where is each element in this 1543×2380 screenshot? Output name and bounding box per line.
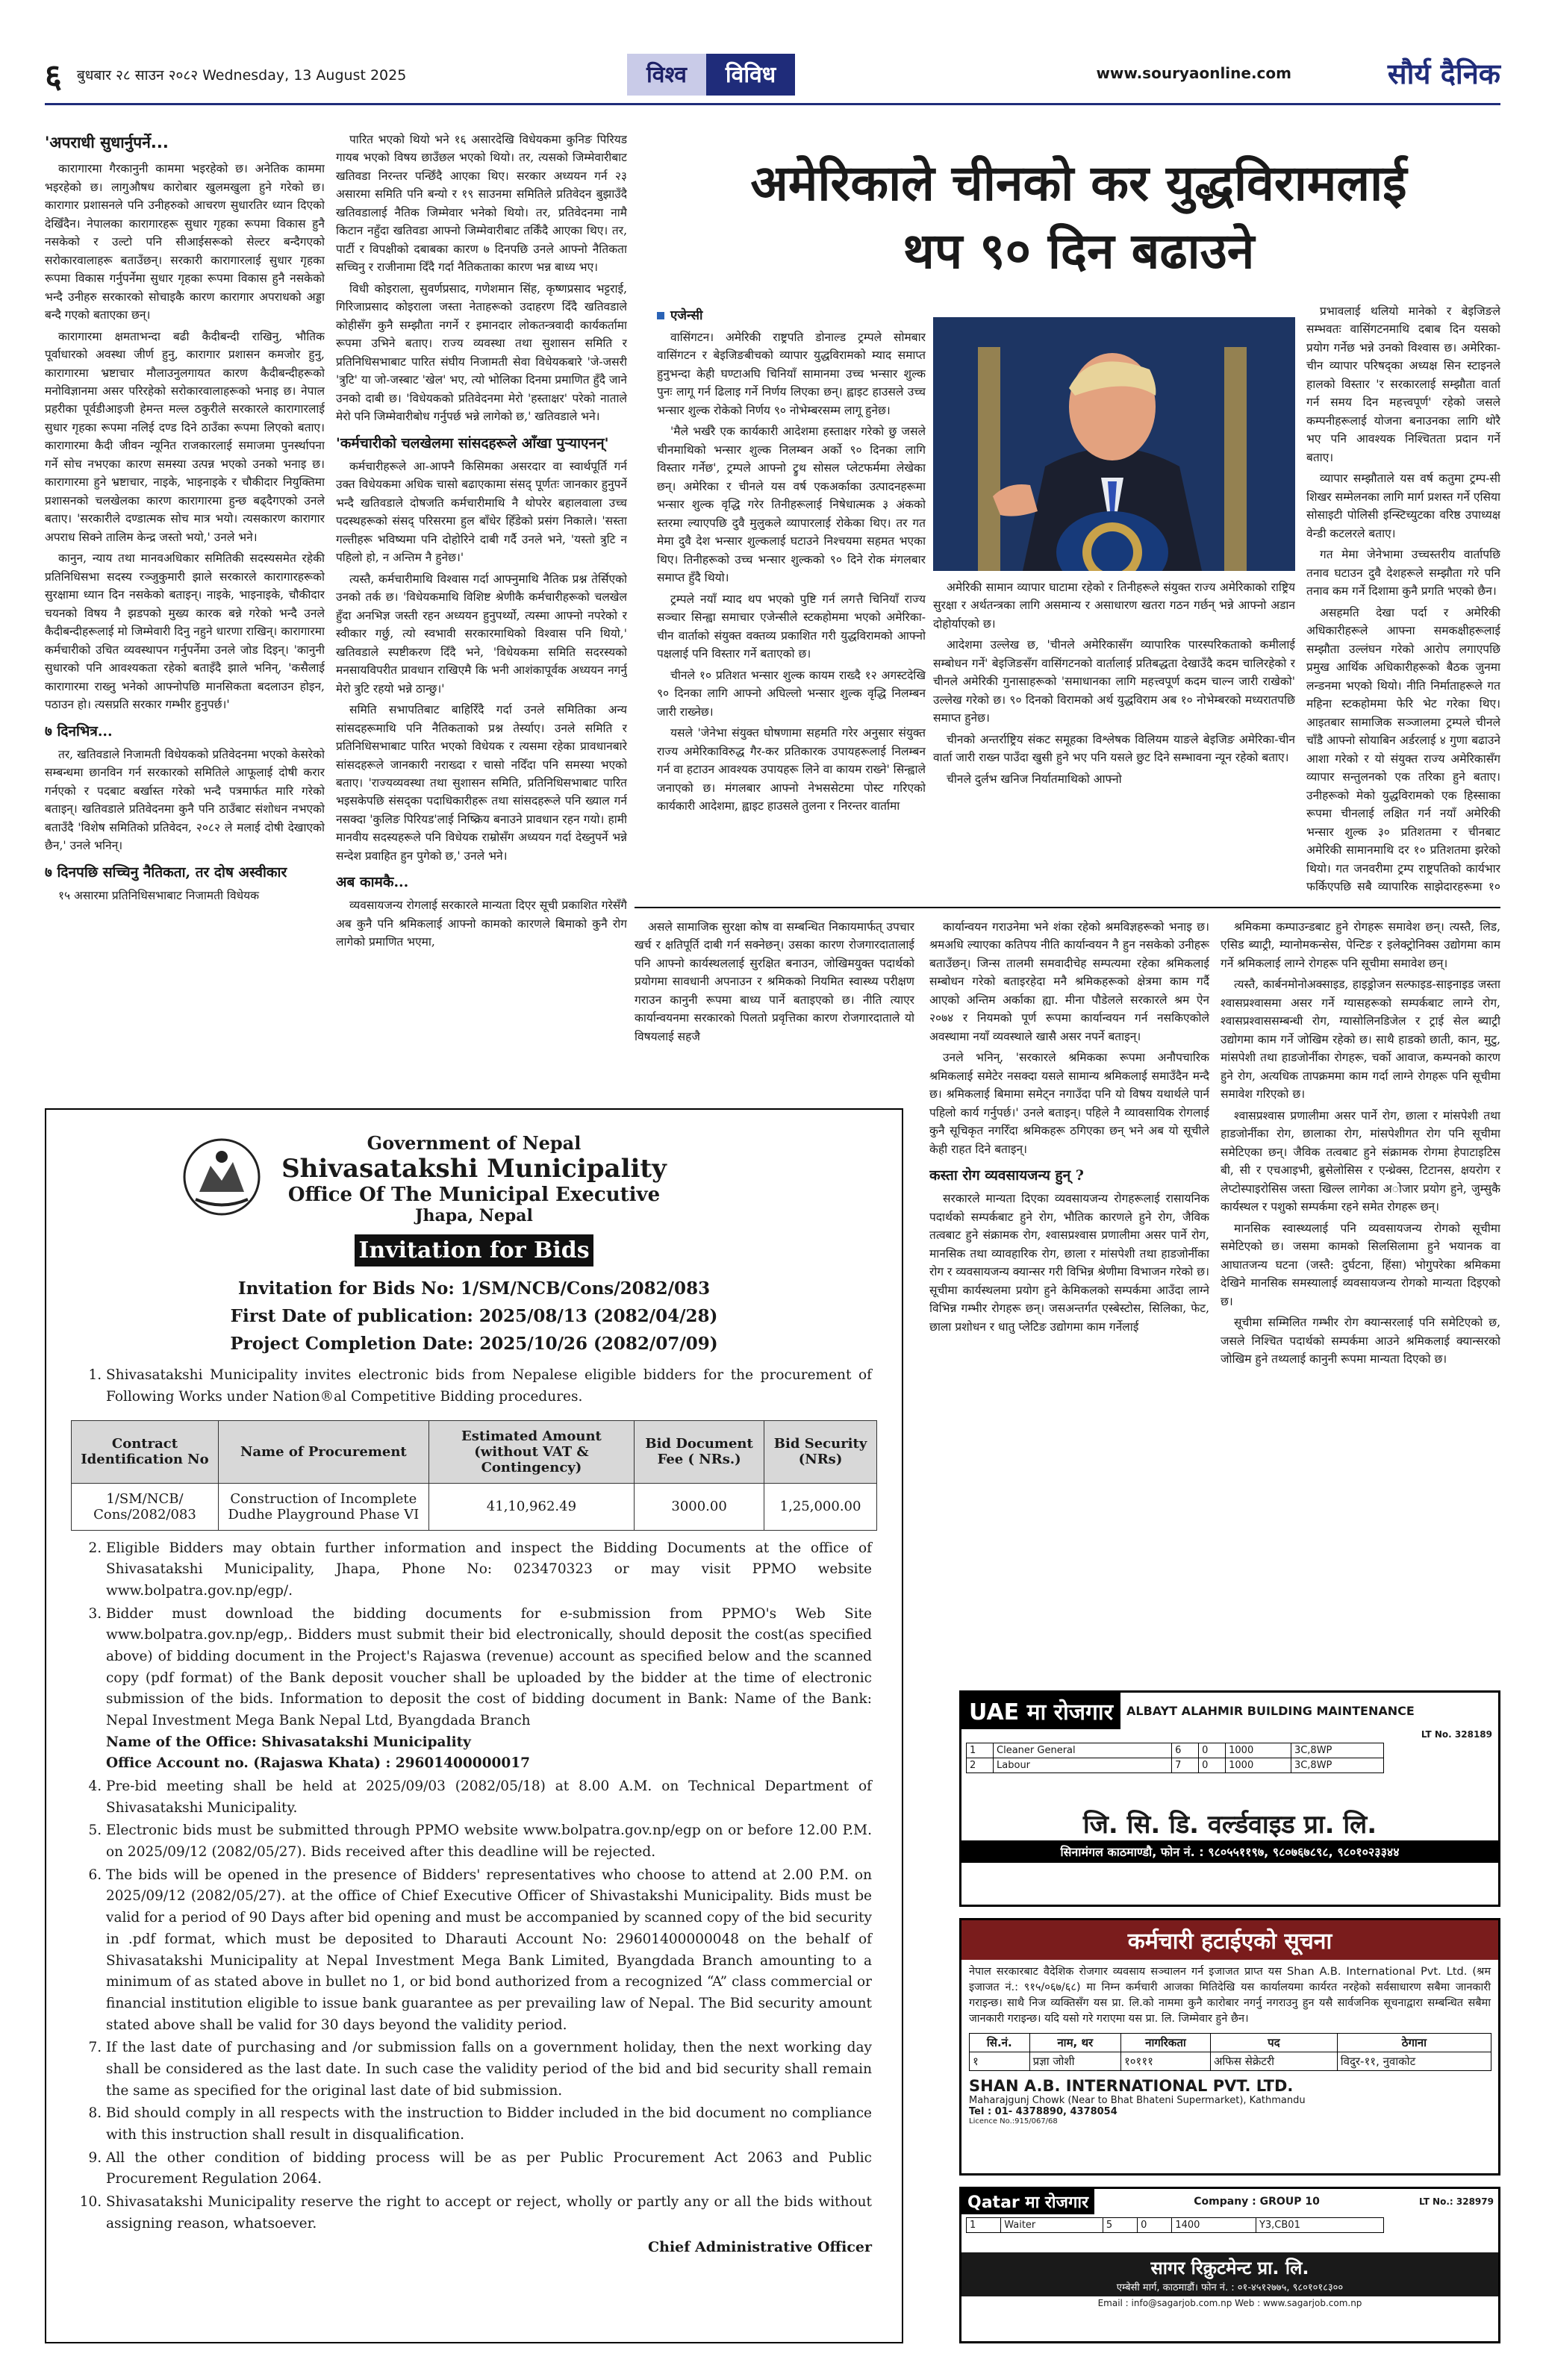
job-table	[966, 1743, 1384, 1773]
paragraph: अमेरिकी सामान व्यापार घाटामा रहेको र तिनीहरूले संयुक्त राज्य अमेरिकाको राष्ट्रिय सुरक्षा र अर्थतन्त्रका लागि असमान्य र असाधारण खतरा गठन गर्छन् भन्ने आफ्नो अडान दोहोर्याएको छ।	[933, 581, 1295, 631]
office-name-line: Name of the Office: Shivasatakshi Municipality	[106, 1734, 471, 1750]
headline-line2: थप ९० दिन बढाउने	[903, 222, 1255, 281]
left-article-col2	[336, 131, 627, 1097]
left-article-col1	[45, 131, 325, 1097]
header-rule	[45, 103, 1500, 105]
mid-article-col-f	[1221, 918, 1500, 1679]
paragraph: विधी कोइराला, सुवर्णप्रसाद, गणेशमान सिंह, कृष्णप्रसाद भट्टराई, गिरिजाप्रसाद कोइराला जस्ता नेताहरूको उदाहरण दिँदै खतिवडाले कोहीसँग कुनै सम्झौता नगर्ने र इमानदार लोकतन्त्रवादी कार्यकर्तामा रूपमा उभिने बताए। राज्य व्यवस्था तथा सुशासन समिति र प्रतिनिधिसभाबाट पारित संघीय निजामती सेवा विधेयकबारे 'जे-जसरी 'त्रुटि' या जो-जस्बाट 'खेल' भए, त्यो भोलिका दिनमा प्रमाणित हुँदै जाने उनको दाबी छ। 'विधेयकको प्रतिवेदनमा मेरो 'हस्ताक्षर' परेको नाताले मेरो पनि जिम्मेवारीबोध गर्नुपर्छ भन्ने लागेको छ,' खतिवडाले भने।	[336, 281, 627, 424]
paragraph: कार्यान्वयन गराउनेमा भने शंका रहेको श्रमविज्ञहरूको भनाइ छ। श्रमअधि ल्याएका कतिपय नीति कार्यान्वयन नै हुन नसकेको उनीहरू बताउँछन्। जिन्स तालमी समवादीचेह सम्पत्यमा रहेका श्रमिकलाई सम्बोधन गरेको बताइरहेदा मनै श्रमिकहरूको क्षेत्रमा काम गर्दै आएको अन्तिम अर्काका ह्या. मीना पौडेलले सरकारले श्रम ऐन २०७४ र नियमको पूर्ण रूपमा कार्यान्वयन गर्न नसकिएकोले अवस्थामा नयाँ व्यवस्थाले खासै असर नपर्ने बताइन्।	[929, 920, 1209, 1043]
table-header: Bid Document Fee ( NRs.)	[635, 1420, 764, 1483]
main-headline	[657, 149, 1500, 285]
notice-items	[46, 1365, 902, 1408]
notice-body: नेपाल सरकारबाट वैदेशिक रोजगार व्यवसाय सञ्चालन गर्न इजाजत प्राप्त यस Shan A.B. International Pvt. Ltd. (श्रम इजाजत नं.: ९१५/०६७/६८) मा निम्न कर्मचारी आजका मितिदेखि यस कार्यालयमा कार्यरत नरहेको सर्वसाधारण सबैमा जानकारी गराइन्छ। साथै निज व्यक्तिसँग यस प्रा. लि.को नाममा कुनै कारोबार नगर्नु नगराउनु हुन यसै सार्वजनिक सूचनाद्वारा सम्बन्धित सबैमा जानकारी गराइन्छ। यदि यसो गरे गराएमा यस प्रा. लि. जिम्मेवार हुने छैन।	[969, 1966, 1491, 2026]
publication-date: First Date of publication: 2025/08/13 (2082/04/28)	[230, 1305, 718, 1326]
tab-world[interactable]: विश्व	[627, 54, 706, 96]
table-header: Estimated Amount (without VAT & Contingency)	[428, 1420, 634, 1483]
paragraph: चीनको अन्तर्राष्ट्रिय संकट समूहका विश्लेषक विलियम याङले बेइजिङ अमेरिका-चीन वार्ता जारी राख्न पाउँदा खुसी हुने भए पनि यसले छुट दिने सम्भावना न्यून रहेको बताए।	[933, 732, 1295, 765]
section-divider	[635, 907, 1500, 908]
agency-web: Email : info@sagarjob.com.np Web : www.sagarjob.com.np	[1097, 2298, 1362, 2308]
table-row	[72, 1483, 877, 1530]
notice-title: कर्मचारी हटाईएको सूचना	[961, 1920, 1498, 1960]
main-article-col-b	[933, 578, 1295, 896]
paragraph: गत मेमा जेनेभामा उच्चस्तरीय वार्तापछि तनाव घटाउन दुवै देशहरूले सम्झौता गरे पनि तनाव कम गर्ने दिशामा कुनै प्रगति भएको छैन।	[1306, 548, 1500, 599]
paragraph: कर्मचारीहरूले आ-आफ्नै किसिमका असरदार वा स्वार्थपूर्ति गर्न उक्त विधेयकमा अधिक चासो बढाएकामा संसद् पूर्णतः जानकार हुनुपर्ने भन्दै खतिवडाले दोषजति कर्मचारीमाथि नै थोपरेर बहालवाला उच्च पदस्थहरूको संसद् परिसरमा हुल बाँधेर हिँडेको प्रसंग निकाले। 'सस्ता गल्तीहरू भविष्यमा पनि दोहोरिने दाबी गर्दै उनले भने, 'यस्तो त्रुटि न पहिलो हो, न अन्तिम नै हुनेछ।'	[336, 459, 627, 565]
headline-line1: अमेरिकाले चीनको कर युद्धविरामलाई	[750, 154, 1407, 212]
table-header: Contract Identification No	[72, 1420, 219, 1483]
paragraph: असहमति देखा पर्दा र अमेरिकी अधिकारीहरूले आफ्ना समकक्षीहरूलाई सम्झौता उल्लंघन गरेको आरोप लगाएपछि प्रमुख आर्थिक अधिकारीहरूको बैठक जुनमा लन्डनमा भएको थियो। नीति निर्माताहरूले गत महिना स्टकहोममा फेरि भेट गरेका थिए। आइतबार सामाजिक सञ्जालमा ट्रम्पले चीनले चाँडै आफ्नो सोयाबिन अर्डरलाई ४ गुणा बढाउने आशा गरेको र यो संयुक्त राज्य अमेरिकासँग व्यापार सन्तुलनको एक तरिका हुने बताए। उनीहरूको मेको युद्धविरामको एक हिस्साका रूपमा चीनलाई लक्षित गर्न नयाँ अमेरिकी भन्सार शुल्क ३० प्रतिशतमा र चीनबाट अमेरिकी सामानमाथि दर १० प्रतिशतमा झरेको थियो। गत जनवरीमा ट्रम्प राष्ट्रपतिको कार्यभार फर्किएपछि सबै व्यापारिक साझेदारहरूमा १०	[1306, 605, 1500, 894]
paragraph: मानसिक स्वास्थ्यलाई पनि व्यवसायजन्य रोगको सूचीमा समेटिएको छ। जसमा कामको सिलसिलामा हुने भयानक वा आघातजन्य घटना (जस्तै: दुर्घटना, हिंसा) भोगुपरेका श्रमिकमा देखिने मानसिक समस्यालाई व्यवसायजन्य रोगको मान्यता दिइएको छ।	[1221, 1221, 1500, 1308]
signature: Chief Administrative Officer	[648, 2239, 872, 2256]
paragraph: पारित भएको थियो भने १६ असारदेखि विधेयकमा कुनिङ पिरियड गायब भएको विषय छाउँछल भएको थियो। तर, त्यसको जिम्मेवारीबाट खतिवडा निरन्तर पन्छिँदै आएका थिए। सरकार अध्ययन गर्न २३ असारमा समिति पनि बन्यो र १९ साउनमा समितिले प्रतिवेदन बुझाउँदै खतिवडालाई नैतिक जिम्मेवार भनेको थियो। तर, प्रतिवेदनमा नामै किटान नहुँदा खतिवडा आफ्नो जिम्मेवारीबाट तर्किँदै आएका थिए। तर, पार्टी र विपक्षीको दबाबका कारण ७ दिनपछि उनले आफ्नो नैतिकता सच्चिनु र राजीनामा दिँदै गर्दा नैतिकताका कारण भन्न बाध्य भए।	[336, 133, 627, 275]
location: Jhapa, Nepal	[415, 1206, 533, 1225]
agency-name: जि. सि. डि. वर्ल्डवाइड प्रा. लि.	[1082, 1810, 1377, 1840]
paragraph: चीनले १० प्रतिशत भन्सार शुल्क कायम राख्दै १२ अगस्टदेखि ९० दिनका लागि आफ्नो अघिल्लो भन्सार शुल्क वृद्धि निलम्बन जारी राख्नेछ।	[657, 668, 926, 719]
main-article-col-a	[657, 328, 926, 896]
paragraph: 'मैले भर्खरै एक कार्यकारी आदेशमा हस्ताक्षर गरेको छु जसले चीनमाथिको भन्सार शुल्क निलम्बन अर्को ९० दिनका लागि विस्तार गर्नेछ', ट्रम्पले आफ्नो ट्रुथ सोसल प्लेटफर्ममा लेखेका छन्। अमेरिका र चीनले यस वर्ष एकअर्काका उत्पादनहरूमा भन्सार शुल्क वृद्धि गरेर तिनीहरूलाई निषेधात्मक ३ अंकको स्तरमा ल्याएपछि दुवै मुलुकले व्यापारलाई रोकेका थिए। तर गत मेमा दुवै देश भन्सार शुल्कलाई घटाउने निश्चयमा सहमत भएका थिए। तिनीहरूको उच्च भन्सार शुल्कको ९० दिने रोक मंगलबार समाप्त हुँदै थियो।	[657, 425, 926, 585]
notice-items-cont	[46, 1538, 902, 2235]
table-row: 1 Cleaner General 6 0 1000 3C,8WP	[967, 1743, 1384, 1758]
page-header	[45, 52, 1500, 97]
list-item: 6. The bids will be opened in the presence of Bidders' representatives who choose to attend at 2.00 P.M. on 2025/09/12 (2082/05/27). at the office of Chief Executive Officer of Shivastakshi Municipality. Bids must be valid for a period of 90 Days after bid opening and must be accompanied by scanned copy of the bid security in .pdf format, which must be deposited to Dharauti Account No: 29601400000048 on the behalf of Shivasatakshi Municipality at Nepal Investment Mega Bank Limited, Byangdada Branch amounting to a minimum of as stated above in bullet no 1, or bid bond authorized from a recognized “A” class commercial or financial institution eligible to issue bank guarantee as per prevailing law of Nepal. The Bid security amount stated above shall be valid for 30 days beyond the validity period.	[106, 1865, 872, 2036]
portrait-image	[933, 317, 1295, 571]
ad-label: Qatar मा रोजगार	[961, 2189, 1094, 2214]
table-cell: 1,25,000.00	[764, 1483, 877, 1530]
paragraph: उनले भनिन्, 'सरकारले श्रमिकका रूपमा अनौपचारिक श्रमिकलाई समेटेर नसक्दा यसले सामान्य श्रमिकलाई समाउँदैन मन्दै छ। श्रमिकलाई बिमामा समेट्न नगाउँदा पनि यो विषय यथार्थले पार्न पहिलो कार्य गर्नुपर्छ।' उनले बताइन्। पहिले नै व्यावसायिक रोगलाई कुनै सूचिकृत नगरिँदा श्रमिकहरू ठगिएका छन् भने अब यो सूचीले केही राहत दिने बताइन्।	[929, 1051, 1209, 1156]
list-item: 3. Bidder must download the bidding documents for e-submission from PPMO's Web Site www.bolpatra.gov.np/egp,. Bidders must submit their bid electronically, should deposit the cost(as specified above) of bidding document in the Project's Rajaswa (revenue) account as specified below and the scanned copy (pdf format) of the Bank deposit voucher shall be uploaded by the bidder at the time of electronic submission of the bids. Information to deposit the cost of bidding document in Bank: Name of the Bank: Nepal Investment Mega Bank Nepal Ltd, Byangdada Branch Name of the Office: Shivasatakshi Municipality Office Account no. (Rajaswa Khata) : 29601400000017	[106, 1604, 872, 1775]
table-cell: 41,10,962.49	[428, 1483, 634, 1530]
lt-number: LT No. 328189	[1421, 1729, 1492, 1740]
office-name: Office Of The Municipal Executive	[287, 1184, 661, 1206]
paragraph: कारागारमा गैरकानुनी काममा भइरहेको छ। अनेतिक काममा भइरहेको छ। लागुऔषध कारोबार खुलमखुला हुने गरेको छ। कारागार प्रशासनले पनि उनीहरुको आचरण सुधारतिर ध्यान दिएको देखिँदैन। नेपालका कारागारहरू सुधार गृहका रूपमा विकास हुनै नसकेको र उल्टो पनि सीआईसरूको सेल्टर बन्दैगएको सरोकारवालाहरू बताउँछन्। सरकारी कारागारलाई सुधार गृहका रूपमा विकास गर्नुपर्नेमा सुधार गृहका रूपमा विकास हुनै नसकेको भन्दै उनीहरु सरकारको सोचाइकै कारण कारागार अपराधको अड्डा बन्दै गएको बताएका छन्।	[45, 162, 325, 322]
subheading: 'कर्मचारीको चलखेलमा सांसदहरूले आँखा पुऱ्याएनन्'	[336, 434, 609, 452]
list-item: 10. Shivasatakshi Municipality reserve the right to accept or reject, wholly or partly any or all the bids without assigning reason, whatsoever.	[106, 2192, 872, 2234]
office-account-line: Office Account no. (Rajaswa Khata) : 29601400000017	[106, 1755, 530, 1772]
paragraph: समिति सभापतिबाट बाहिरिँदै गर्दा उनले समितिका अन्य सांसदहरूमाथि पनि नैतिकताको प्रश्न तेर्स्याए। उनले समिति र प्रतिनिधिसभाबाट पारित भएको विधेयक र त्यसमा रहेका प्रावधानबारे सांसदहरूले जानकारी नराख्दा र चासो नदिँदा पनि समस्या भएको बताए। 'राज्यव्यवस्था तथा सुशासन समिति, प्रतिनिधिसभाबाट पारित भइसकेपछि संसद्का पदाधिकारीहरू तथा सांसदहरूले पनि ख्याल गर्न नसक्दा 'कुलिङ पिरियड'लाई निष्क्रिय बनाउने प्रावधान रहन गयो। हामी मानवीय सदस्यहरूले पनि विधेयक राम्रोसँग अध्ययन गर्दा देख्नुपर्ने भन्ने सन्देश प्रवाहित हुन पुगेको छ,' उनले भने।	[336, 703, 627, 863]
paragraph: कानुन, न्याय तथा मानवअधिकार समितिकी सदस्यसमेत रहेकी प्रतिनिधिसभा सदस्य रञ्जुकुमारी झाले सरकारले कारागारहरूको सुरक्षामा ध्यान दिन नसकेको बताइन्। नाइके, भाइनाइके, चौकीदार चयनको विषय नै झडपको मुख्य कारक बन्ने गरेको भन्दै उनले कैदीबन्दीहरूलाई मो जिम्मेवारी दिनु नहुने धारणा राखिन्। कारागारमा कर्मचारीको उचित व्यवस्थापन गर्नुपर्नेमा उनले जोड दिइन्। 'कानुनी सुधारको पनि आवश्यकता रहेको बताइँदै झाले भनिन्, 'कसैलाई कारागारमा राख्नु भनेको आफ्नोपछि मानसिकता बदलाउन होइन, पठाउन हो। त्यसप्रति सरकार गम्भीर हुनुपर्छ।'	[45, 552, 325, 712]
company-tel: Tel : 01- 4378890, 4378054	[969, 2106, 1117, 2118]
company-name: ALBAYT ALAHMIR BUILDING MAINTENANCE	[1126, 1704, 1415, 1718]
list-item: 5. Electronic bids must be submitted through PPMO website www.bolpatra.gov.np/egp on or before 12.00 P.M. on 2025/09/12 (2082/05/27). Bids received after this deadline will be rejected.	[106, 1820, 872, 1863]
paragraph: तर, खतिवडाले निजामती विधेयकको प्रतिवेदनमा भएको केसरेको सम्बन्धमा छानविन गर्न सरकारको समितिले आफूलाई दोषी करार गर्नएको र पदबाट बर्खास्त गरेको भन्दै पत्रमार्फत मारि गरेको बताइन्। खतिवडाले प्रतिवेदनमा कुनै पनि ठाउँबाट संशोधन नभएको बताउँदै 'विशेष समितिको प्रतिवेदन, २०८२ ले मलाई दोषी देखाएको छैन,' उनले भनिन्।	[45, 747, 325, 853]
brand-logo: सौर्य दैनिक	[1387, 57, 1500, 90]
table-row: 2 Labour 7 0 1000 3C,8WP	[967, 1758, 1384, 1773]
bid-table	[71, 1420, 877, 1531]
subheading: ७ दिनभित्र...	[45, 722, 113, 740]
paragraph: ट्रम्पले नयाँ म्याद थप भएको पुष्टि गर्न लगत्तै चिनियाँ राज्य सञ्चार सिन्ह्वा समाचार एजेन्सीले स्टकहोममा भएको अमेरिका-चीन वार्ताको संयुक्त वक्तव्य प्रकाशित गरी युद्धविरामको आफ्नो पक्षलाई पनि विस्तार गर्ने बताएको छ।	[657, 592, 926, 661]
bid-number: Invitation for Bids No: 1/SM/NCB/Cons/2082/083	[237, 1278, 711, 1299]
subheading: ७ दिनपछि सच्चिनु नैतिकता, तर दोष अस्वीकार	[45, 863, 287, 881]
paragraph: व्यापार सम्झौताले यस वर्ष कतुमा ट्रम्प-सी शिखर सम्मेलनका लागि मार्ग प्रशस्त गर्ने एसिया सोसाइटी पोलिसी इन्स्टिच्युटका वरिष्ठ उपाध्यक्ष वेन्डी कटलरले बताए।	[1306, 472, 1500, 540]
table-row: १ प्रज्ञा जोशी १०१११ अफिस सेक्रेटरी विदुर-११, नुवाकोट	[970, 2052, 1491, 2071]
list-item: 2. Eligible Bidders may obtain further information and inspect the Bidding Documents at the office of Shivasatakshi Municipality, Jhapa, Phone No: 023470323 or may visit PPMO website www.bolpatra.gov.np/egp/.	[106, 1538, 872, 1602]
table-header: Name of Procurement	[218, 1420, 428, 1483]
paragraph: १५ असारमा प्रतिनिधिसभाबाट निजामती विधेयक	[58, 888, 259, 902]
table-cell: 1/SM/NCB/ Cons/2082/083	[72, 1483, 219, 1530]
main-article-col-c	[1306, 302, 1500, 896]
notice-title: Invitation for Bids	[355, 1234, 593, 1266]
paragraph: असले सामाजिक सुरक्षा कोष वा सम्बन्धित निकायमार्फत् उपचार खर्च र क्षतिपूर्ति दाबी गर्न सक्नेछन्। उसका कारण रोजगारदातालाई पनि आफ्नो कार्यस्थललाई सुरक्षित बनाउन, जोखिमयुक्त पदार्थको प्रयोगमा सावधानी अपनाउन र श्रमिकको नियमित स्वास्थ्य परीक्षण गराउन कानुनी रूपमा बाध्य पार्ने बताइएको छ। नीति त्याएर कार्यान्वयनमा सरकारको पिलतो प्रवृत्तिका कारण रोजगारदाताले यो विषयलाई सहजै	[635, 920, 914, 1043]
byline: एजेन्सी	[657, 306, 702, 323]
licence-number: Licence No.:915/067/68	[969, 2117, 1058, 2126]
subheading: कस्ता रोग व्यवसायजन्य हुन् ?	[929, 1167, 1084, 1184]
trump-photo	[933, 317, 1295, 571]
job-table	[966, 2217, 1384, 2233]
company-name: Company : GROUP 10	[1194, 2196, 1320, 2208]
company-address: Maharajgunj Chowk (Near to Bhat Bhateni Supermarket), Kathmandu	[969, 2095, 1306, 2107]
paragraph: श्रमिकमा कम्पाउन्डबाट हुने रोगहरू समावेश छन्। त्यस्तै, लिड, एसिड ब्याट्री, म्यानोमकन्सेस, पेन्टिङ र इलेक्ट्रोनिक्स उद्योगमा काम गर्ने श्रमिकलाई लाग्ने रोगहरू पनि सूचीमा समावेश छन्।	[1221, 920, 1500, 970]
subheading: अब कामकै...	[336, 874, 409, 891]
table-cell: 3000.00	[635, 1483, 764, 1530]
paragraph: वासिंगटन। अमेरिकी राष्ट्रपति डोनाल्ड ट्रम्पले सोमबार वासिंगटन र बेइजिङबीचको व्यापार युद्धविरामको म्याद समाप्त हुनुभन्दा केही घण्टाअघि चिनियाँ सामानमा उच्च भन्सार शुल्क पुनः लागू गर्न ढिलाइ गर्ने निर्णय लिएका छन्। ह्वाइट हाउसले उच्च भन्सार शुल्क रोकेको निर्णय ९० नोभेम्बरसम्म लागू हुनेछ।	[657, 331, 926, 417]
page-number: ६	[45, 57, 62, 96]
paragraph: यसले 'जेनेभा संयुक्त घोषणामा सहमति गरेर अनुसार संयुक्त राज्य अमेरिकाविरुद्ध गैर-कर प्रतिकारक उपायहरूलाई निलम्बन गर्न वा हटाउन आवश्यक उपायहरू लिने वा कायम राख्ने' सिन्ह्वाले जनाएको छ। मंगलबार आफ्नो नेभससेटमा पोस्ट गरिएको कार्यकारी आदेशमा, ह्वाइट हाउसले तुलना र निरन्तर वार्तामा	[657, 726, 926, 813]
paragraph: कारागारमा क्षमताभन्दा बढी कैदीबन्दी राखिनु, भौतिक पूर्वाधारको अवस्था जीर्ण हुनु, कारागार प्रशासन कमजोर हुनु, कारागारमा भ्रष्टाचार मौलाउनुलगायत कारण कैदीबन्दीहरूको मनोविज्ञानमा असर परिरहेको सरोकारवालाहरूको भनाइ छ। नेपाल प्रहरीका पूर्वडीआइजी हेमन्त मल्ल ठकुरीले सरकारले कारागारलाई सुधार गृहका रूपमा नलिई दण्ड दिने ठाउँका रूपमा लिएको बताए। कारागारमा कैदी जीवन न्यूनित राजकारलाई समाजमा पुनर्स्थापना गर्ने सोच नभएका कारण समस्या उत्पन्न भएको उनको भनाइ छ। कारागारमा हुने भ्रष्टाचार, नाइके, भाइनाइके र चौकीदार नियुक्तिमा प्रशासनको चलखेलका कारण कारागारमा हुन्छ बढ्दैगएको उनले बताए। 'सरकारीले दण्डात्मक सोच मात्र भयो। त्यसकारण कारागार अपराध सिक्ने तालिम केन्द्र जस्तो भयो,' उनले भने।	[45, 329, 325, 544]
agency-contact: एम्बेसी मार्ग, काठमाडौं। फोन नं. : ०१-४५१२७७५, ९८०१०१८३००	[1116, 2282, 1344, 2293]
section-tabs	[627, 54, 795, 96]
paragraph: श्वासप्रश्वास प्रणालीमा असर पार्ने रोग, छाला र मांसपेशी तथा हाडजोर्नीका रोग, छालाका रोग, मांसपेशीगत रोग पनि सूचीमा समेटिएका छन्। जैविक तत्वबाट हुने संक्रामक रोगमा हेपाटाइटिस बी, सी र एचआइभी, ब्रुसेलोसिस र एन्थ्रेक्स, टिटानस, क्षयरोग र लेप्टोस्पाइरोसिस जस्ता खिल्ल लागेका अोजार प्रयोग हुने, जुम्सुकै कार्यस्थल र पशुको सम्पर्कमा रहने समेत रोगहरू छन्।	[1221, 1108, 1500, 1214]
company-name: SHAN A.B. INTERNATIONAL PVT. LTD.	[969, 2077, 1294, 2096]
paragraph: त्यस्तै, कर्मचारीमाथि विश्वास गर्दा आफ्नुमाथि नैतिक प्रश्न तेर्सिएको उनको तर्क छ। 'विधेयकमाथि विशिष्ट श्रेणीकै कर्मचारीहरूको चलखेल हुँदा अनभिज्ञ जस्ती रहन अध्ययन हुनुपर्थ्यो, त्यस्मा आफ्नो नपरेको र स्वीकार गर्छु, त्यो स्वभावी सरकारमाथिको विश्वास पनि थियो,' खतिवडाले स्पष्टीकरण दिँदै भने, 'विधेयकमा समिति सदरस्यको मनसायविपरीत प्रावधान राखिएमै कि भनी आशंकापूर्वक अध्ययन नगर्नु मेरो त्रुटि रहयो भन्ने ठान्छु।'	[336, 572, 627, 696]
nepal-emblem-icon	[181, 1136, 263, 1218]
list-item: 8. Bid should comply in all respects with the instruction to Bidder included in the bid document no compliance with this instruction shall result in disqualification.	[106, 2103, 872, 2146]
table-cell: Construction of Incomplete Dudhe Playground Phase VI	[218, 1483, 428, 1530]
completion-date: Project Completion Date: 2025/10/26 (2082/07/09)	[230, 1333, 718, 1354]
paragraph: सूचीमा सम्मिलित गम्भीर रोग क्यान्सरलाई पनि समेटिएको छ, जसले निश्चित पदार्थको सम्पर्कमा आउने श्रमिकलाई क्यान्सरको जोखिम हुने तथ्यलाई कानुनी रूपमा मान्यता दिएको छ।	[1221, 1316, 1500, 1367]
paragraph: आदेशमा उल्लेख छ, 'चीनले अमेरिकासँग व्यापारिक पारस्परिकताको कमीलाई सम्बोधन गर्ने' बेइजिङसँग वासिंगटनको वार्तालाई प्रतिबद्धता देखाउँदै कदम चालिरहेको र चीनले अमेरिकी गुनासाहरूको 'समाधानका लागि महत्त्वपूर्ण कदम चाल्न जारी राखेको' उल्लेख गरेको छ। ९० दिनको विरामको अर्थ युद्धविराम अब १० नोभेम्बरको मध्यरातपछि समाप्त हुनेछ।	[933, 638, 1295, 725]
issue-date: बुधबार २८ साउन २०८२ Wednesday, 13 August 2025	[76, 67, 407, 84]
mid-article-col-e	[929, 918, 1209, 1679]
lt-number: LT No.: 328979	[1419, 2196, 1494, 2207]
agency-name: सागर रिक्रुटमेन्ट प्रा. लि.	[1150, 2258, 1309, 2279]
list-item: 9. All the other condition of bidding process will be as per Public Procurement Act 2063 and Public Procurement Regulation 2064.	[106, 2148, 872, 2190]
paragraph: व्यवसायजन्य रोगलाई सरकारले मान्यता दिएर सूची प्रकाशित गरेसँगै अब कुनै पनि श्रमिकलाई आफ्नो कामको कारणले बिमाको कुनै रोग लागेको प्रमाणित भएमा,	[336, 899, 627, 949]
agency-contact: सिनामंगल काठमाण्डौ, फोन नं. : ९८०५५११९७, ९८०७६७८९८, ९८०१०२३३४४	[961, 1840, 1498, 1863]
website-link[interactable]: www.souryaonline.com	[1096, 64, 1291, 82]
tab-misc[interactable]: विविध	[706, 54, 795, 96]
paragraph: त्यस्तै, कार्बनमोनोअक्साइड, हाइड्रोजन सल्फाइड-साइनाइड जस्ता श्वासप्रश्वासमा असर गर्ने ग्यासहरूको सम्पर्कबाट लाग्ने रोग, श्वासप्रश्वाससम्बन्धी रोग, ग्यासोलिनडिजेल र ट्राई सेल ब्याट्री उद्योगमा काम गर्ने जोखिम रहेको छ। साथै हाडको छाती, कान, मुटु, मांसपेशी तथा हाडजोर्नीका रोगहरू, चर्को आवाज, कम्पनको कारण हुने रोग, अत्यधिक तापक्रममा काम गर्दा लाग्ने रोगहरू पनि सूचीमा समावेश गरिएको छ।	[1221, 978, 1500, 1102]
article-title: 'अपराधी सुधार्नुपर्ने...	[45, 134, 169, 152]
paragraph: चीनले दुर्लभ खनिज निर्यातमाथिको आफ्नो	[947, 772, 1122, 786]
paragraph: सरकारले मान्यता दिएका व्यवसायजन्य रोगहरूलाई रासायनिक पदार्थको सम्पर्कबाट हुने रोग, भौतिक कारणले हुने रोग, जैविक तत्वबाट हुने संक्रामक रोग, श्वासप्रश्वास प्रणालीमा असर पार्ने रोग, मानसिक तथा व्यावहारिक रोग, छाला र मांसपेशी तथा हाडजोर्नीका रोग र व्यवसायजन्य क्यान्सर गरी विभिन्न श्रेणीमा विभाजन गरेको छ। सूचीमा कार्यस्थलमा प्रयोग हुने केमिकलको सम्पर्कमा आउँदा लाग्ने विभिन्न गम्भीर रोगहरू छन्। जसअन्तर्गत एस्बेस्टोस, सिलिका, फेट, छाला प्रशोधन र धातु प्लेटिङ उद्योगमा काम गर्नेलाई	[929, 1192, 1209, 1334]
paragraph: प्रभावलाई थलियो मानेको र बेइजिङले सम्भवतः वासिंगटनमाथि दबाब दिन यसको प्रयोग गर्नेछ भन्ने उनको विश्वास छ। अमेरिका-चीन व्यापार परिषद्का अध्यक्ष सिन स्टाइनले हालको विस्तार 'र सरकारलाई सम्झौता वार्ता गर्न समय दिन महत्त्वपूर्ण' रहेको जसले कम्पनीहरूलाई योजना बनाउनका लागि थोरै भए पनि आवश्यक निश्चितता प्रदान गर्ने बताए।	[1306, 304, 1500, 464]
municipality-name: Shivasatakshi Municipality	[281, 1154, 667, 1184]
bullet-icon	[657, 312, 664, 319]
mid-article-col-d	[635, 918, 914, 1078]
list-item: 7. If the last date of purchasing and /or submission falls on a government holiday, then the next working day shall be considered as the last date. In such case the validity period of the bid and bid security shall remain the same as specified for the original last date of bid submission.	[106, 2037, 872, 2102]
ad-label: UAE मा रोजगार	[961, 1693, 1120, 1729]
uae-job-ad	[959, 1690, 1500, 1907]
list-item: 4. Pre-bid meeting shall be held at 2025/09/03 (2082/05/18) at 8.00 A.M. on Technical Department of Shivasatakshi Municipality.	[106, 1776, 872, 1819]
qatar-job-ad	[959, 2187, 1500, 2343]
table-header: Bid Security (NRs)	[764, 1420, 877, 1483]
list-item: 1. Shivasatakshi Municipality invites electronic bids from Nepalese eligible bidders for the procurement of Following Works under Nation®al Competitive Bidding procedures.	[106, 1365, 872, 1408]
staff-table: सि.नं. नाम, थर नागरिकता पद ठेगाना १ प्रज्ञा जोशी १०१११ अफिस सेक्रेटरी विदुर-११, नुवाकोट	[969, 2033, 1491, 2071]
staff-removal-notice	[959, 1918, 1500, 2176]
government-name: Government of Nepal	[367, 1132, 582, 1154]
table-row: 1 Waiter 5 0 1400 Y3,CB01	[967, 2218, 1384, 2233]
bid-notice	[45, 1108, 903, 2343]
